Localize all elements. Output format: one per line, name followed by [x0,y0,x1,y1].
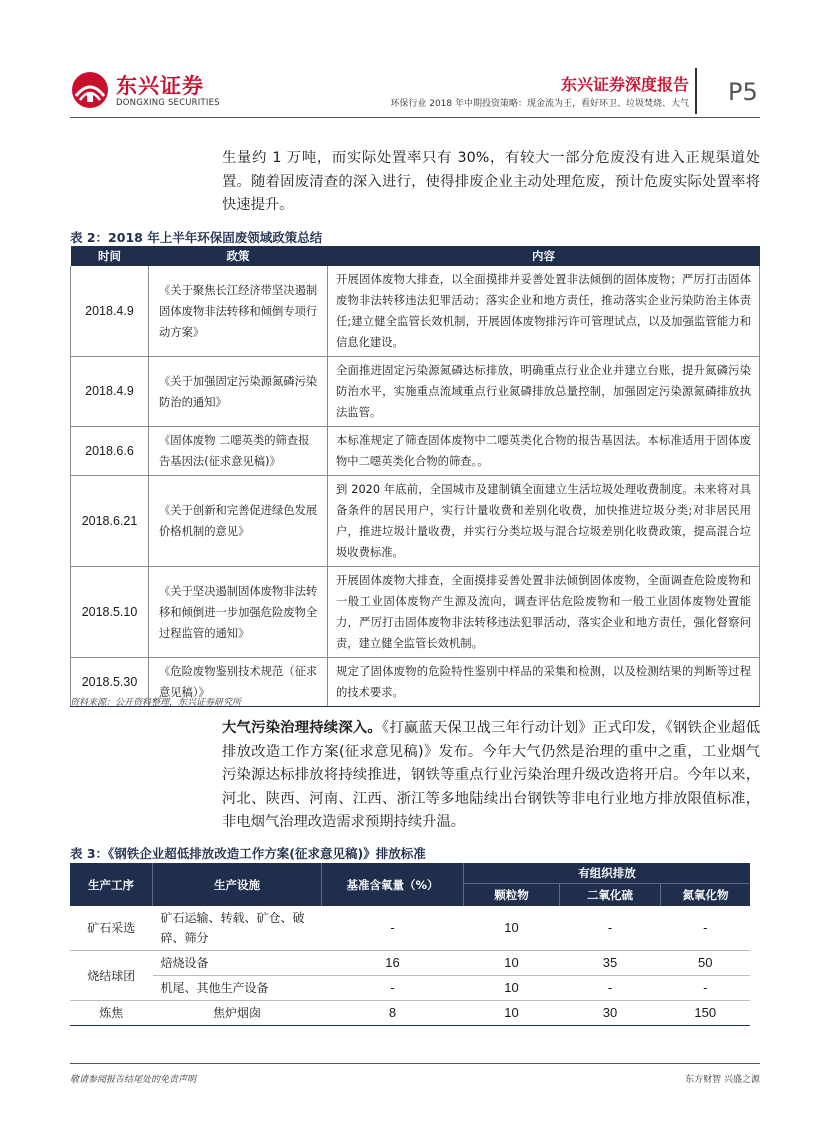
table2-source-note: 资料来源：公开资料整理，东兴证券研究所 [70,698,242,708]
table-row [70,976,750,1001]
cell-process: 炼焦 [70,1001,153,1026]
table-header-row [71,246,760,266]
cell-policy: 《关于创新和完善促进绿色发展价格机制的意见》 [149,476,328,567]
cell-facility: 矿石运输、转载、矿仓、破碎、筛分 [153,906,322,951]
cell-date: 2018.4.9 [71,357,149,427]
footer-rule [70,1063,760,1064]
cell-content: 开展固体废物大排查，以全面摸排并妥善处置非法倾倒的固体废物；严厉打击固体废物非法转移违法犯罪活动；落实企业和地方责任，推动落实企业污染防治主体责任;建立健全监管长效机制，开展固体废物排污许可管理试点，以及加强监管能力和信息化建设。 [328,266,760,357]
col-header-oxygen: 基准含氧量（%） [322,863,464,906]
cell-pm: 10 [464,951,560,976]
body-paragraph-1: 生量约 1 万吨，而实际处置率只有 30%，有较大一部分危废没有进入正规渠道处置。随着固废清查的深入进行，使得排废企业主动处理危废，预计危废实际处置率将快速提升。 [222,150,760,213]
cell-facility: 焙烧设备 [153,951,322,976]
col-header-policy: 政策 [149,246,328,266]
cell-nox: 50 [661,951,751,976]
cell-date: 2018.6.6 [71,427,149,476]
cell-process: 烧结球团 [70,951,153,1001]
cell-process: 矿石采选 [70,906,153,951]
cell-pm: 10 [464,906,560,951]
table-row [71,427,760,476]
cell-date: 2018.5.30 [71,658,149,707]
table2-caption: 表 2：2018 年上半年环保固废领域政策总结 [70,230,323,245]
cell-date: 2018.5.10 [71,567,149,658]
cell-oxygen: - [322,976,464,1001]
cell-oxygen: 8 [322,1001,464,1026]
header-rule [70,117,760,118]
table-row [70,951,750,976]
cell-nox: 150 [661,1001,751,1026]
cell-policy: 《关于坚决遏制固体废物非法转移和倾倒进一步加强危险废物全过程监管的通知》 [149,567,328,658]
col-header-group: 有组织排放 [464,863,751,884]
cell-policy: 《危险废物鉴别技术规范（征求意见稿）》 [149,658,328,707]
cell-nox: - [661,906,751,951]
header-divider [695,68,697,114]
page-number: P5 [728,78,758,106]
cell-policy: 《固体废物 二噁英类的筛查报告基因法(征求意见稿)》 [149,427,328,476]
logo-text: 东兴证券 [116,74,204,98]
report-subtitle: 环保行业 2018 年中期投资策略：现金流为王，看好环卫、垃圾焚烧、大气 [390,99,689,109]
cell-nox: - [661,976,751,1001]
table-row [70,906,750,951]
col-header-content: 内容 [328,246,760,266]
table-row [71,357,760,427]
report-title: 东兴证券深度报告 [560,75,689,94]
footer-slogan: 东方财智 兴盛之源 [685,1075,760,1085]
cell-so2: 30 [560,1001,661,1026]
col-header-pm: 颗粒物 [464,884,560,907]
cell-facility: 焦炉烟囱 [153,1001,322,1026]
col-header-nox: 氮氧化物 [661,884,751,907]
body-paragraph-2 [222,717,760,835]
cell-so2: - [560,976,661,1001]
cell-policy: 《关于加强固定污染源氮磷污染防治的通知》 [149,357,328,427]
table-row [71,476,760,567]
cell-content: 到 2020 年底前，全国城市及建制镇全面建立生活垃圾处理收费制度。未来将对具备条件的居民用户，实行计量收费和差别化收费，加快推进垃圾分类;对非居民用户，推进垃圾计量收费，并实行分类垃圾与混合垃圾差别化收费政策，提高混合垃圾收费标准。 [328,476,760,567]
cell-so2: - [560,906,661,951]
cell-date: 2018.4.9 [71,266,149,357]
col-header-so2: 二氧化硫 [560,884,661,907]
cell-policy: 《关于聚焦长江经济带坚决遏制固体废物非法转移和倾倒专项行动方案》 [149,266,328,357]
footer-disclaimer: 敬请参阅报告结尾处的免责声明 [70,1075,197,1085]
cell-pm: 10 [464,976,560,1001]
table-row [71,567,760,658]
cell-so2: 35 [560,951,661,976]
policy-table [70,246,760,707]
logo-english-text: DONGXING SECURITIES [116,98,220,108]
cell-content: 规定了固体废物的危险特性鉴别中样品的采集和检测，以及检测结果的判断等过程的技术要求。 [328,658,760,707]
cell-date: 2018.6.21 [71,476,149,567]
dongxing-logo-icon [70,70,110,110]
table3-caption: 表 3：《钢铁企业超低排放改造工作方案(征求意见稿)》排放标准 [70,846,426,861]
cell-oxygen: - [322,906,464,951]
emission-standard-table [70,863,750,1026]
table-row [71,266,760,357]
cell-oxygen: 16 [322,951,464,976]
paragraph-lead: 大气污染治理持续深入。 [222,720,382,736]
col-header-process: 生产工序 [70,863,153,906]
paragraph-body: 《打赢蓝天保卫战三年行动计划》正式印发，《钢铁企业超低排放改造工作方案(征求意见稿)》发布。今年大气仍然是治理的重中之重，工业烟气污染源达标排放将持续推进，钢铁等重点行业污染治理升级改造将开启。今年以来，河北、陕西、河南、江西、浙江等多地陆续出台钢铁等非电行业地方排放限值标准，非电烟气治理改造需求预期持续升温。 [222,720,761,830]
cell-content: 开展固体废物大排查，全面摸排妥善处置非法倾倒固体废物，全面调查危险废物和一般工业固体废物产生源及流向，调查评估危险废物和一般工业固体废物处置能力，严厉打击固体废物非法转移违法犯罪活动，落实企业和地方责任，强化督察问责，建立健全监管长效机制。 [328,567,760,658]
table-row [70,1001,750,1026]
cell-content: 本标准规定了筛查固体废物中二噁英类化合物的报告基因法。本标准适用于固体废物中二噁英类化合物的筛查。。 [328,427,760,476]
cell-content: 全面推进固定污染源氮磷达标排放，明确重点行业企业并建立台账，提升氮磷污染防治水平，实施重点流域重点行业氮磷排放总量控制，加强固定污染源氮磷排放执法监管。 [328,357,760,427]
cell-facility: 机尾、其他生产设备 [153,976,322,1001]
col-header-date: 时间 [71,246,149,266]
table-header-row [70,863,750,884]
col-header-facility: 生产设施 [153,863,322,906]
cell-pm: 10 [464,1001,560,1026]
